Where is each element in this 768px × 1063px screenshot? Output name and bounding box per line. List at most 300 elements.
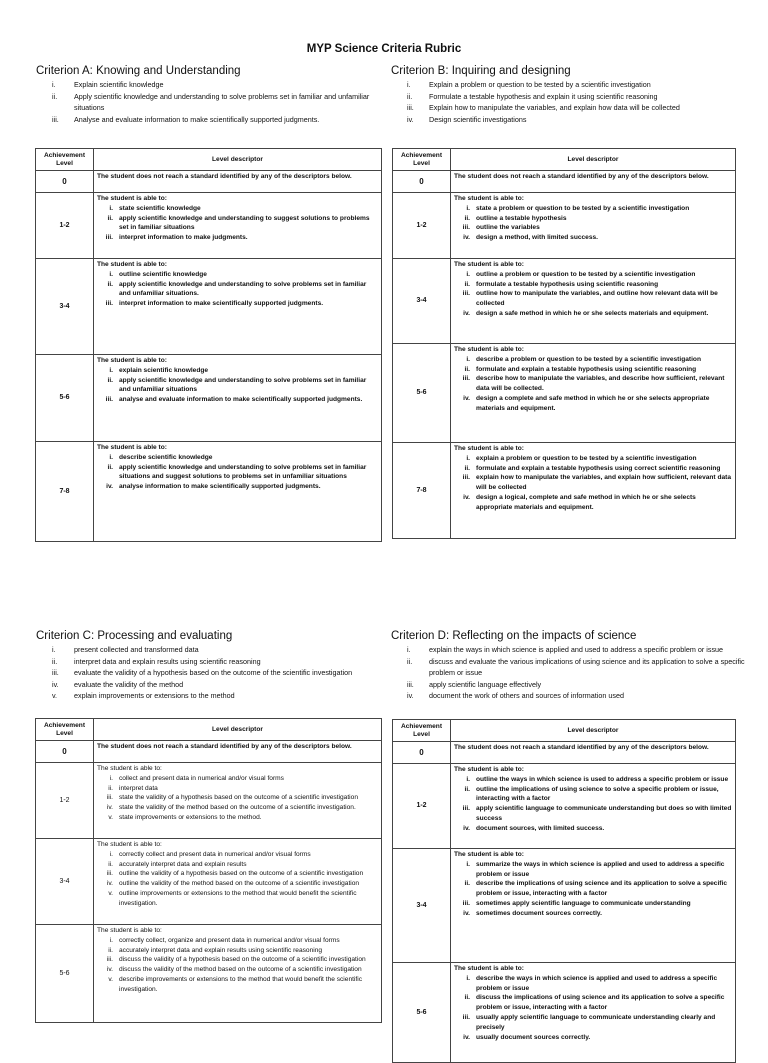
descriptor-number: ii. — [464, 464, 470, 472]
descriptor-text: outline a problem or question to be tested by a scientific investigation — [476, 270, 696, 278]
level-descriptor — [94, 763, 382, 839]
descriptor-list — [97, 850, 378, 909]
descriptor-item — [454, 309, 732, 319]
descriptor-list — [97, 774, 378, 823]
table-header-row — [393, 149, 736, 171]
header-level-descriptor: Level descriptor — [451, 720, 736, 742]
descriptor-number: iv. — [463, 309, 470, 317]
descriptor-item — [454, 824, 732, 834]
descriptor-text: outline scientific knowledge — [119, 270, 207, 278]
strand-number: iii. — [52, 668, 59, 677]
descriptor-number: iii. — [106, 956, 113, 964]
achievement-level: 5-6 — [36, 925, 94, 1023]
criterion-c-title: Criterion C: Processing and evaluating — [36, 630, 233, 642]
descriptor-number: ii. — [464, 280, 470, 288]
table-row — [393, 963, 736, 1063]
level-descriptor — [94, 259, 382, 355]
descriptor-number: iii. — [462, 1013, 470, 1021]
descriptor-item — [97, 793, 378, 803]
descriptor-lead: The student is able to: — [454, 766, 524, 773]
descriptor-number: ii. — [107, 463, 113, 471]
descriptor-lead: The student is able to: — [454, 965, 524, 972]
table-row — [393, 742, 736, 764]
descriptor-number: iv. — [106, 804, 113, 812]
descriptor-list — [454, 270, 732, 319]
table-row — [36, 355, 382, 442]
descriptor-text: The student does not reach a standard identified by any of the descriptors below. — [454, 744, 709, 751]
descriptor-number: i. — [109, 936, 113, 944]
achievement-level: 3-4 — [393, 849, 451, 963]
descriptor-lead: The student is able to: — [97, 195, 167, 202]
strand-item — [36, 644, 396, 656]
descriptor-item — [454, 355, 732, 365]
strand-text: Design scientific investigations — [429, 114, 527, 124]
level-descriptor — [451, 742, 736, 764]
strand-item — [391, 656, 751, 679]
strand-number: iv. — [407, 691, 414, 700]
level-descriptor — [451, 764, 736, 849]
descriptor-number: iv. — [463, 824, 470, 832]
descriptor-item — [454, 270, 732, 280]
strand-number: i. — [407, 80, 411, 89]
level-descriptor — [451, 171, 736, 193]
table-row — [36, 925, 382, 1023]
table-row — [393, 259, 736, 344]
strand-number: iii. — [52, 114, 59, 124]
descriptor-text: state the validity of the method based on the outcome of a scientific investigation. — [119, 804, 356, 812]
descriptor-number: i. — [466, 355, 470, 363]
descriptor-number: i. — [109, 270, 113, 278]
criterion-a-strands — [36, 79, 396, 125]
descriptor-item — [97, 946, 378, 956]
descriptor-item — [97, 955, 378, 965]
criterion-c-strands — [36, 644, 396, 702]
descriptor-item — [97, 280, 378, 300]
descriptor-lead: The student is able to: — [97, 927, 162, 934]
strand-number: v. — [52, 691, 58, 700]
strand-item — [391, 644, 751, 656]
strand-item — [391, 79, 751, 91]
level-descriptor — [451, 443, 736, 539]
strand-item — [36, 667, 396, 679]
strand-number: i. — [52, 80, 56, 89]
descriptor-text: collect and present data in numerical and/or visual forms — [119, 774, 284, 782]
descriptor-text: describe how to manipulate the variables, and describe how sufficient, relevant data will be collected. — [476, 375, 725, 393]
descriptor-item — [454, 899, 732, 909]
criterion-c-table — [35, 718, 382, 1023]
strand-text: apply scientific language effectively — [429, 679, 542, 689]
descriptor-item — [454, 493, 732, 513]
descriptor-number: iii. — [462, 375, 470, 383]
level-descriptor — [94, 925, 382, 1023]
descriptor-number: iv. — [463, 234, 470, 242]
strand-number: i. — [52, 645, 56, 654]
descriptor-item — [454, 464, 732, 474]
descriptor-number: ii. — [107, 280, 113, 288]
descriptor-text: outline the variables — [476, 224, 540, 232]
table-row — [36, 763, 382, 839]
criterion-d-section — [391, 630, 751, 702]
header-achievement-level: Achievement Level — [36, 149, 94, 171]
descriptor-item — [454, 804, 732, 824]
strand-text: Analyse and evaluate information to make scientifically supported judgments. — [74, 114, 320, 124]
achievement-level: 1-2 — [36, 193, 94, 259]
descriptor-number: iii. — [462, 805, 470, 813]
descriptor-list — [97, 270, 378, 309]
descriptor-text: sometimes apply scientific language to communicate understanding — [476, 899, 691, 907]
descriptor-number: i. — [466, 775, 470, 783]
descriptor-item — [454, 1013, 732, 1033]
descriptor-number: ii. — [108, 860, 113, 868]
descriptor-item — [97, 204, 378, 214]
descriptor-text: design a safe method in which he or she selects materials and equipment. — [476, 309, 709, 317]
descriptor-item — [97, 936, 378, 946]
descriptor-list — [97, 366, 378, 405]
descriptor-lead: The student is able to: — [454, 445, 524, 452]
descriptor-item — [97, 453, 378, 463]
strand-number: iii. — [407, 103, 414, 112]
strand-text: discuss and evaluate the various implications of using science and its application to solve a specific problem or issue — [429, 656, 745, 677]
descriptor-text: describe the implications of using science and its application to solve a specific problem or issue, interacting with a factor — [476, 880, 727, 898]
level-descriptor — [94, 355, 382, 442]
descriptor-lead: The student is able to: — [97, 261, 167, 268]
descriptor-text: design a logical, complete and safe method in which he or she selects appropriate materials and equipment. — [476, 493, 696, 511]
descriptor-number: iii. — [105, 234, 113, 242]
descriptor-item — [97, 395, 378, 405]
descriptor-text: sometimes document sources correctly. — [476, 909, 602, 917]
descriptor-text: accurately interpret data and explain results using scientific reasoning — [119, 946, 323, 954]
page-title: MYP Science Criteria Rubric — [306, 43, 462, 55]
table-row — [36, 741, 382, 763]
descriptor-number: ii. — [464, 994, 470, 1002]
descriptor-list — [454, 355, 732, 414]
strand-item — [36, 114, 396, 126]
descriptor-item — [454, 214, 732, 224]
descriptor-lead: The student is able to: — [97, 357, 167, 364]
table-row — [36, 193, 382, 259]
descriptor-number: i. — [109, 774, 113, 782]
descriptor-list — [97, 204, 378, 243]
descriptor-number: v. — [108, 975, 113, 983]
table-row — [36, 259, 382, 355]
descriptor-number: ii. — [464, 365, 470, 373]
descriptor-text: formulate and explain a testable hypothesis using scientific reasoning — [476, 365, 697, 373]
descriptor-item — [454, 860, 732, 880]
achievement-level: 5-6 — [393, 963, 451, 1063]
descriptor-text: state improvements or extensions to the method. — [119, 813, 262, 821]
table-row — [393, 344, 736, 443]
strand-text: Formulate a testable hypothesis and explain it using scientific reasoning — [429, 91, 658, 101]
descriptor-item — [454, 204, 732, 214]
descriptor-text: document sources, with limited success. — [476, 824, 605, 832]
descriptor-item — [454, 879, 732, 899]
strand-text: interpret data and explain results using scientific reasoning — [74, 656, 261, 666]
descriptor-number: i. — [466, 860, 470, 868]
strand-item — [36, 656, 396, 668]
criterion-b-title: Criterion B: Inquiring and designing — [391, 65, 571, 77]
achievement-level: 3-4 — [36, 259, 94, 355]
descriptor-number: iii. — [105, 396, 113, 404]
descriptor-text: describe scientific knowledge — [119, 453, 213, 461]
descriptor-item — [454, 775, 732, 785]
descriptor-number: i. — [109, 453, 113, 461]
descriptor-item — [454, 473, 732, 493]
descriptor-number: v. — [108, 813, 113, 821]
descriptor-number: ii. — [107, 214, 113, 222]
descriptor-item — [97, 975, 378, 995]
header-achievement-level: Achievement Level — [393, 149, 451, 171]
descriptor-text: state a problem or question to be tested by a scientific investigation — [476, 204, 690, 212]
descriptor-text: design a method, with limited success. — [476, 234, 599, 242]
descriptor-text: formulate and explain a testable hypothesis using correct scientific reasoning — [476, 464, 721, 472]
descriptor-number: iii. — [462, 899, 470, 907]
strand-number: ii. — [52, 91, 58, 101]
achievement-level: 1-2 — [393, 764, 451, 849]
header-achievement-level: Achievement Level — [393, 720, 451, 742]
descriptor-text: describe a problem or question to be tested by a scientific investigation — [476, 355, 701, 363]
descriptor-item — [97, 376, 378, 396]
descriptor-text: apply scientific language to communicate understanding but does so with limited success — [476, 805, 732, 822]
descriptor-text: outline improvements or extensions to the method that would benefit the scientific investigation. — [119, 889, 357, 907]
descriptor-item — [97, 214, 378, 234]
descriptor-lead: The student is able to: — [97, 444, 167, 451]
level-descriptor — [94, 193, 382, 259]
achievement-level: 0 — [393, 742, 451, 764]
descriptor-number: ii. — [108, 946, 113, 954]
strand-item — [391, 102, 751, 114]
level-descriptor — [94, 442, 382, 542]
strand-text: present collected and transformed data — [74, 645, 199, 654]
descriptor-text: outline the implications of using science to solve a specific problem or issue, interacting with a factor — [476, 785, 719, 803]
table-row — [36, 442, 382, 542]
descriptor-item — [97, 889, 378, 909]
descriptor-list — [454, 454, 732, 513]
descriptor-number: i. — [109, 850, 113, 858]
descriptor-item — [454, 785, 732, 805]
descriptor-item — [97, 366, 378, 376]
descriptor-number: i. — [466, 204, 470, 212]
criterion-b-section — [391, 65, 751, 125]
criterion-a-title: Criterion A: Knowing and Understanding — [36, 65, 241, 77]
descriptor-item — [97, 869, 378, 879]
table-row — [36, 171, 382, 193]
strand-text: Explain a problem or question to be tested by a scientific investigation — [429, 80, 651, 89]
table-row — [393, 443, 736, 539]
strand-text: explain the ways in which science is applied and used to address a specific problem or issue — [429, 645, 724, 654]
descriptor-text: interpret information to make scientifically supported judgments. — [119, 300, 324, 308]
descriptor-number: ii. — [107, 376, 113, 384]
descriptor-number: i. — [466, 270, 470, 278]
descriptor-number: i. — [466, 454, 470, 462]
strand-item — [391, 91, 751, 103]
strand-number: i. — [407, 645, 411, 654]
level-descriptor — [451, 344, 736, 443]
strand-text: Explain how to manipulate the variables, and explain how data will be collected — [429, 103, 680, 112]
descriptor-text: apply scientific knowledge and understanding to solve problems set in familiar situations and suggest solutions to problems set in unfamiliar situations — [119, 463, 367, 481]
descriptor-item — [97, 965, 378, 975]
descriptor-text: apply scientific knowledge and understanding to suggest solutions to problems set in familiar situations — [119, 214, 370, 232]
achievement-level: 3-4 — [393, 259, 451, 344]
strand-item — [36, 679, 396, 691]
strand-text: evaluate the validity of the method — [74, 679, 184, 689]
descriptor-list — [454, 775, 732, 834]
descriptor-item — [97, 860, 378, 870]
descriptor-number: iii. — [105, 300, 113, 308]
descriptor-text: describe improvements or extensions to the method that would benefit the scientific investigation. — [119, 975, 362, 993]
descriptor-list — [454, 974, 732, 1043]
achievement-level: 7-8 — [393, 443, 451, 539]
descriptor-item — [97, 774, 378, 784]
level-descriptor — [451, 849, 736, 963]
criterion-c-section — [36, 630, 396, 702]
descriptor-item — [454, 454, 732, 464]
descriptor-text: interpret data — [119, 784, 158, 792]
strand-number: ii. — [52, 656, 58, 666]
descriptor-number: iv. — [106, 966, 113, 974]
level-descriptor — [451, 259, 736, 344]
descriptor-text: outline the ways in which science is used to address a specific problem or issue — [476, 775, 729, 783]
descriptor-text: design a complete and safe method in which he or she selects appropriate materials and equipment. — [476, 394, 710, 412]
achievement-level: 0 — [36, 171, 94, 193]
descriptor-number: ii. — [464, 214, 470, 222]
achievement-level: 1-2 — [36, 763, 94, 839]
strand-number: iv. — [52, 679, 59, 689]
descriptor-item — [97, 850, 378, 860]
descriptor-number: ii. — [108, 784, 113, 792]
descriptor-text: discuss the validity of a hypothesis based on the outcome of a scientific investigation — [119, 956, 366, 964]
criterion-a-section — [36, 65, 396, 125]
descriptor-text: formulate a testable hypothesis using scientific reasoning — [476, 280, 659, 288]
strand-number: iii. — [407, 679, 414, 689]
strand-item — [391, 690, 751, 702]
level-descriptor — [451, 193, 736, 259]
achievement-level: 3-4 — [36, 839, 94, 925]
descriptor-text: explain a problem or question to be tested by a scientific investigation — [476, 454, 697, 462]
criterion-a-table — [35, 148, 382, 542]
descriptor-text: interpret information to make judgments. — [119, 234, 248, 242]
descriptor-text: The student does not reach a standard identified by any of the descriptors below. — [97, 743, 352, 750]
header-achievement-level: Achievement Level — [36, 719, 94, 741]
descriptor-text: usually apply scientific language to communicate understanding clearly and precisely — [476, 1013, 716, 1031]
table-row — [393, 849, 736, 963]
descriptor-item — [454, 289, 732, 309]
table-header-row — [36, 149, 382, 171]
table-header-row — [393, 720, 736, 742]
criterion-d-table — [392, 719, 736, 1063]
descriptor-item — [454, 280, 732, 290]
descriptor-number: ii. — [464, 785, 470, 793]
descriptor-number: iii. — [462, 474, 470, 482]
descriptor-item — [454, 1033, 732, 1043]
header-level-descriptor: Level descriptor — [94, 149, 382, 171]
descriptor-number: iv. — [463, 909, 470, 917]
strand-text: Apply scientific knowledge and understanding to solve problems set in familiar and unfamiliar situations — [74, 91, 370, 112]
descriptor-number: iv. — [463, 493, 470, 501]
strand-item — [36, 690, 396, 702]
descriptor-text: discuss the implications of using science and its application to solve a specific problem or issue, interacting with a factor — [476, 994, 725, 1012]
header-level-descriptor: Level descriptor — [94, 719, 382, 741]
descriptor-item — [97, 233, 378, 243]
descriptor-lead: The student is able to: — [454, 195, 524, 202]
descriptor-number: iii. — [106, 794, 113, 802]
descriptor-text: outline the validity of a hypothesis based on the outcome of a scientific investigation — [119, 870, 364, 878]
descriptor-item — [454, 223, 732, 233]
descriptor-item — [454, 233, 732, 243]
descriptor-item — [454, 993, 732, 1013]
descriptor-number: iv. — [106, 880, 113, 888]
descriptor-item — [97, 482, 378, 492]
descriptor-lead: The student is able to: — [454, 851, 524, 858]
criterion-b-table — [392, 148, 736, 539]
descriptor-item — [97, 270, 378, 280]
descriptor-text: The student does not reach a standard identified by any of the descriptors below. — [97, 173, 352, 180]
achievement-level: 7-8 — [36, 442, 94, 542]
strand-item — [36, 91, 396, 114]
achievement-level: 5-6 — [36, 355, 94, 442]
descriptor-item — [454, 909, 732, 919]
descriptor-item — [97, 463, 378, 483]
criterion-b-strands — [391, 79, 751, 125]
descriptor-text: correctly collect, organize and present data in numerical and/or visual forms — [119, 936, 340, 944]
descriptor-number: iii. — [462, 224, 470, 232]
descriptor-list — [97, 453, 378, 492]
achievement-level: 5-6 — [393, 344, 451, 443]
header-level-descriptor: Level descriptor — [451, 149, 736, 171]
descriptor-item — [97, 784, 378, 794]
strand-item — [391, 679, 751, 691]
strand-number: ii. — [407, 656, 413, 666]
descriptor-text: analyse and evaluate information to make scientifically supported judgments. — [119, 396, 363, 404]
descriptor-text: state the validity of a hypothesis based on the outcome of a scientific investigation — [119, 794, 358, 802]
descriptor-text: analyse information to make scientifically supported judgments. — [119, 483, 321, 491]
descriptor-number: iii. — [106, 870, 113, 878]
achievement-level: 0 — [393, 171, 451, 193]
descriptor-lead: The student is able to: — [97, 765, 162, 772]
descriptor-text: outline the validity of the method based on the outcome of a scientific investigation — [119, 880, 360, 888]
level-descriptor — [451, 963, 736, 1063]
descriptor-text: outline a testable hypothesis — [476, 214, 567, 222]
descriptor-item — [97, 879, 378, 889]
strand-number: iv. — [407, 114, 414, 124]
table-row — [393, 193, 736, 259]
table-header-row — [36, 719, 382, 741]
table-row — [36, 839, 382, 925]
descriptor-item — [454, 974, 732, 994]
strand-text: Explain scientific knowledge — [74, 80, 164, 89]
strand-text: document the work of others and sources of information used — [429, 691, 624, 700]
strand-text: evaluate the validity of a hypothesis based on the outcome of the scientific investigation — [74, 668, 353, 677]
descriptor-list — [97, 936, 378, 995]
descriptor-item — [97, 299, 378, 309]
achievement-level: 1-2 — [393, 193, 451, 259]
descriptor-text: usually document sources correctly. — [476, 1033, 591, 1041]
descriptor-number: i. — [109, 366, 113, 374]
descriptor-lead: The student is able to: — [454, 346, 524, 353]
descriptor-item — [97, 813, 378, 823]
descriptor-item — [97, 803, 378, 813]
descriptor-text: The student does not reach a standard identified by any of the descriptors below. — [454, 173, 709, 180]
descriptor-text: explain scientific knowledge — [119, 366, 209, 374]
descriptor-item — [454, 365, 732, 375]
descriptor-text: describe the ways in which science is applied and used to address a specific problem or issue — [476, 974, 718, 992]
criterion-d-strands — [391, 644, 751, 702]
descriptor-text: state scientific knowledge — [119, 204, 201, 212]
descriptor-number: i. — [466, 974, 470, 982]
descriptor-text: accurately interpret data and explain results — [119, 860, 247, 868]
level-descriptor — [94, 741, 382, 763]
descriptor-list — [454, 860, 732, 919]
descriptor-list — [454, 204, 732, 243]
